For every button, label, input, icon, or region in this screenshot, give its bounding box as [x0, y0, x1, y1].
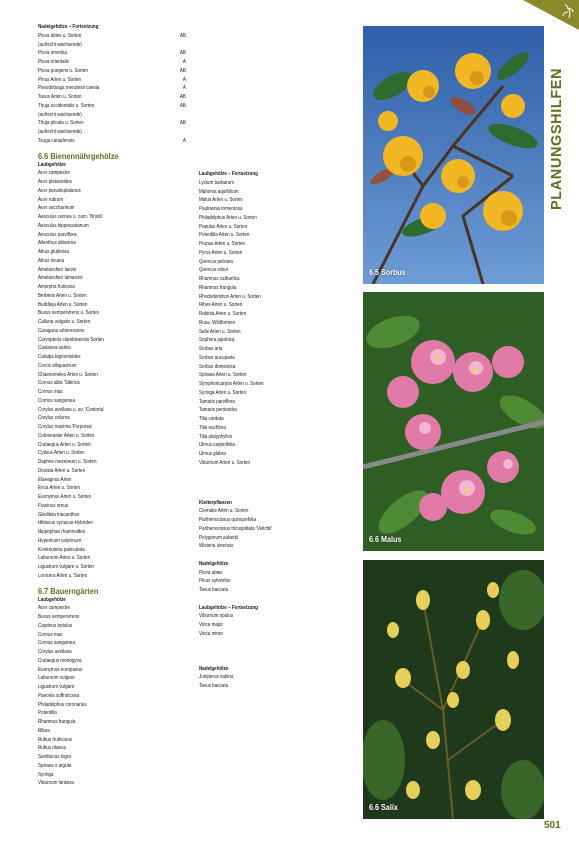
plant-name: Thuja occidentalis u. Sorten — [38, 102, 95, 109]
list-item: Salix Arten u. Sorten — [199, 328, 241, 335]
plant-name: Pinus Arten u. Sorten — [38, 76, 82, 83]
list-item: Populus Arten u. Sorten — [199, 223, 248, 230]
list-item: Acer platanoides — [38, 179, 72, 185]
list-item: Acer campestre — [38, 170, 70, 177]
list-item: Spiraea Arten u. Sorten — [199, 372, 247, 379]
list-item: Lycium barbarum — [199, 179, 235, 186]
list-item: Tilia euchlora — [199, 424, 226, 431]
list-item: Amorpha fruticosa — [38, 284, 75, 290]
plant-name: Thuja plicata u. Sorten — [38, 120, 84, 127]
kletter-list — [199, 507, 345, 551]
laub-list — [199, 179, 345, 468]
list-item — [38, 67, 188, 76]
plant-name: Picea orientalis — [38, 59, 69, 65]
list-item: Vinca minor — [199, 630, 223, 637]
list-item: Paeonia suffruticosa — [38, 692, 80, 699]
plant-code: A — [182, 85, 186, 92]
photo-caption: 6.5 Sorbus — [369, 268, 406, 277]
list-item: Sambucus nigra — [38, 754, 71, 760]
list-item: Aesculus parviflora — [38, 231, 77, 238]
photo-sorbus — [363, 26, 544, 284]
list-item: Laburnum Arten u. Sorten — [38, 555, 91, 562]
list-item: Ailanthus altissima — [38, 240, 76, 247]
list-item: Sorbus aria — [199, 346, 223, 352]
list-item: Taxus baccata — [199, 683, 229, 689]
list-item: Sophora japonica — [199, 337, 235, 344]
section-title-bauerngaerten: 6.7 Bauerngärten — [38, 585, 99, 596]
list-item: Ulmus glabra — [199, 451, 226, 457]
list-item: Vinca major — [199, 622, 223, 628]
list-item: Tamarix parviflora — [199, 398, 235, 405]
list-item — [38, 111, 188, 120]
list-item: Deutzia Arten u. Sorten — [38, 467, 86, 474]
list-item: Euonymus europaeus — [38, 666, 83, 673]
list-item: Picea abies — [199, 569, 223, 576]
list-item: Tilia cordata — [199, 416, 224, 422]
list-item — [38, 137, 188, 146]
list-item: Quercus petraea — [199, 258, 233, 265]
list-item: Rhamnus frangula — [199, 284, 237, 291]
list-item: Lonicera Arten u. Sorten — [38, 572, 88, 579]
list-item: Ulmus carpinifolia — [199, 442, 235, 449]
photo-salix — [363, 560, 544, 819]
list-item: Acer campestre — [38, 605, 70, 612]
list-item: Cornus sanguinea — [38, 640, 75, 647]
group-heading-kletterpflanzen: Kletterpflanzen — [199, 499, 232, 506]
plant-name: Picea omorika — [38, 50, 67, 57]
nadel2-list — [199, 673, 345, 691]
list-item: Buxus sempervirens u. Sorten — [38, 310, 100, 317]
list-item: Elaeagnus Arten — [38, 476, 72, 483]
list-item: Rubus fruticosus — [38, 736, 72, 743]
plant-code: AB — [179, 50, 186, 57]
list-item: Cercis siliquastrum — [38, 362, 77, 369]
list-item: Castanea sativa — [38, 345, 71, 352]
list-item: Alnus glutinosa — [38, 249, 69, 255]
list-item: Corylus colurna — [38, 415, 70, 422]
plant-name: Taxus Arten u. Sorten — [38, 94, 82, 100]
list-item: Fraxinus ornus — [38, 502, 69, 509]
list-item: Caragana arborescens — [38, 327, 85, 334]
photo-caption: 6.6 Salix — [369, 803, 398, 812]
plant-code: AB — [179, 67, 186, 74]
photo-malus — [363, 292, 544, 551]
nadel-list — [199, 569, 345, 595]
list-item: Aesculus carnea u. carn. 'Briotii' — [38, 214, 103, 220]
list-item: Corylus avellana — [38, 649, 72, 655]
plant-name: (aufrecht wachsende) — [38, 41, 82, 48]
list-item — [38, 49, 188, 58]
list-item: Syringa Arten u. Sorten — [199, 389, 247, 396]
plant-code: AB — [179, 94, 186, 100]
page-number: 501 — [544, 820, 561, 831]
list-item: Hippophae rhamnoides — [38, 529, 86, 535]
list-item: Corylus avellana u. av. 'Contorta' — [38, 406, 105, 413]
list-item: Clematis Arten u. Sorten — [199, 508, 249, 515]
list-item — [38, 128, 188, 137]
plant-code: A — [182, 76, 186, 83]
list-item: Cytisus Arten u. Sorten — [38, 450, 85, 457]
list-item: Potentilla — [38, 710, 57, 717]
list-item — [38, 76, 188, 85]
list-item: Taxus baccata — [199, 587, 229, 593]
plant-code — [186, 111, 188, 120]
plant-name: (aufrecht wachsende) — [38, 111, 82, 118]
plant-code — [186, 41, 188, 50]
list-item: Syringa — [38, 771, 54, 778]
group-heading-laub-fortsetzung-2: Laubgehölze – Fortsetzung — [199, 604, 258, 611]
list-item: Alnus incana — [38, 257, 65, 264]
list-item: Cornus mas — [38, 389, 63, 395]
list-item: Pyrus Arten u. Sorten — [199, 249, 243, 256]
plant-code: AB — [179, 32, 186, 39]
list-item: Laburnum vulgare — [38, 675, 75, 682]
list-item: Cornus sanguinea — [38, 397, 75, 404]
text-column-middle — [199, 170, 345, 691]
list-item: Tilia platyphyllos — [199, 433, 233, 440]
list-item: Corylus maxima 'Purpurea' — [38, 424, 93, 430]
list-item: Amelanchier laevis — [38, 266, 77, 273]
list-item: Hypericum calycinum — [38, 537, 82, 544]
list-item: Euonymus Arten u. Sorten — [38, 494, 92, 500]
list-item: Amelanchier lamarckii — [38, 275, 83, 282]
list-item: Cotoneaster Arten u. Sorten — [38, 432, 95, 439]
group-heading-laubgehoelze: Laubgehölze — [38, 161, 66, 168]
list-item: Ribes — [38, 727, 50, 734]
list-item — [38, 58, 188, 67]
section-title-bienen: 6.6 Bienennährgehölze — [38, 150, 119, 161]
group-heading-laub-fortsetzung: Laubgehölze – Fortsetzung — [199, 171, 258, 177]
list-item: Cornus mas — [38, 631, 63, 638]
list-item: Viburnum opulus — [199, 613, 234, 620]
group-heading-nadelgehoelze: Nadelgehölze — [199, 560, 229, 567]
list-item: Carpinus betulus — [38, 622, 73, 629]
list-item: Paulownia tomentosa — [199, 206, 243, 212]
side-tab-label: PLANUNGSHILFEN — [549, 67, 565, 210]
bienen-list — [38, 169, 188, 580]
list-item — [38, 41, 188, 50]
list-item: Viburnum Arten u. Sorten — [199, 459, 251, 466]
list-item: Berberis Arten u. Sorten — [38, 292, 87, 299]
list-item: Calluna vulgaris u. Sorten — [38, 319, 91, 325]
list-item: Ligustrum vulgare u. Sorten — [38, 564, 94, 570]
list-item: Aesculus hippocastanum — [38, 222, 89, 229]
list-item: Viburnum lantana — [38, 780, 74, 787]
list-item — [38, 102, 188, 111]
list-item: Hibiscus syriacus-Hybriden — [38, 520, 93, 527]
list-item: Robinia Arten u. Sorten — [199, 311, 247, 317]
list-item: Sorbus aucuparia — [199, 354, 235, 361]
list-item: Spiraea x arguta — [38, 762, 72, 769]
plant-name: Picea abies u. Sorten — [38, 32, 82, 39]
list-item: Rosa, Wildformen — [199, 319, 236, 326]
plant-name: Picea pungens u. Sorten — [38, 67, 88, 74]
text-column-left — [38, 23, 188, 788]
list-item: Quercus robur — [199, 267, 229, 274]
list-item: Ribes Arten u. Sorten — [199, 302, 243, 309]
nadelgehoelze-list — [38, 32, 188, 146]
bauern-list — [38, 604, 188, 788]
list-item: Potentilla Arten u. Sorten — [199, 232, 250, 239]
list-item: Philadelphus Arten u. Sorten — [199, 214, 257, 221]
list-item: Philadelphus coronarius — [38, 701, 87, 708]
plant-code: A — [182, 137, 186, 144]
list-item: Gleditsia triacanthos — [38, 511, 80, 518]
list-item: Rhamnus cathartica — [199, 276, 240, 282]
list-item: Acer rubrum — [38, 196, 64, 203]
laub2-list — [199, 612, 345, 638]
plant-code — [186, 128, 188, 137]
list-item: Acer saccharinum — [38, 205, 75, 212]
list-item: Buddleja Arten u. Sorten — [38, 301, 88, 308]
list-item: Pinus sylvestris — [199, 578, 231, 585]
list-item: Juniperus sabina — [199, 674, 234, 681]
plant-name: Pseudotsuga menziesii caesia — [38, 85, 100, 92]
list-item: Wisteria sinensis — [199, 543, 234, 550]
list-item: Symphoricarpos Arten u. Sorten — [199, 381, 264, 387]
list-item: Chaenomeles Arten u. Sorten — [38, 371, 98, 378]
list-item: Caryopteris clandonensis Sorten — [38, 336, 104, 343]
list-item: Malus Arten u. Sorten — [199, 197, 243, 204]
plant-code: AB — [179, 102, 186, 109]
list-item: Tamarix pentandra — [199, 407, 237, 414]
list-item: Sorbus domestica — [199, 363, 236, 370]
list-item: Rhamnus frangula — [38, 719, 76, 725]
list-item — [38, 119, 188, 128]
list-item: Mahonia aquifolium — [199, 188, 239, 195]
list-item: Buxus sempervirens — [38, 614, 80, 620]
plant-code: A — [182, 59, 186, 65]
plant-name: Tsuga canadensis — [38, 137, 75, 144]
list-item — [38, 93, 188, 102]
plant-name: (aufrecht wachsende) — [38, 129, 82, 135]
list-item: Rubus idaeus — [38, 745, 66, 752]
list-item — [38, 84, 188, 93]
list-item: Polygonum aubertii — [199, 534, 239, 541]
list-item: Acer pseudoplatanus — [38, 187, 81, 194]
list-item: Crataegus Arten u. Sorten — [38, 441, 91, 448]
list-item: Daphne mezereum u. Sorten — [38, 459, 97, 465]
list-item — [38, 32, 188, 41]
list-item: Parthenocissus tricuspidata 'Veitchii' — [199, 525, 273, 532]
list-item: Catalpa bignonioides — [38, 354, 81, 360]
list-item: Ligustrum vulgare — [38, 684, 75, 690]
list-item: Crataegus monogyna — [38, 657, 82, 664]
list-item: Rhododendron Arten u. Sorten — [199, 293, 261, 300]
list-item: Koelreuteria paniculata — [38, 546, 85, 553]
list-item: Parthenocissus quinquefolia — [199, 517, 256, 523]
list-item: Erica Arten u. Sorten — [38, 485, 81, 492]
group-heading-nadelgehoelze-2: Nadelgehölze — [199, 665, 229, 672]
section-heading-nadelgehoelze: Nadelgehölze – Fortsetzung — [38, 24, 99, 30]
list-item: Prunus Arten u. Sorten — [199, 241, 246, 247]
list-item: Cornus alba 'Sibirica — [38, 380, 80, 387]
plant-code: AB — [179, 120, 186, 127]
photo-caption: 6.6 Malus — [369, 535, 402, 544]
group-heading-laubgehoelze: Laubgehölze — [38, 596, 66, 603]
